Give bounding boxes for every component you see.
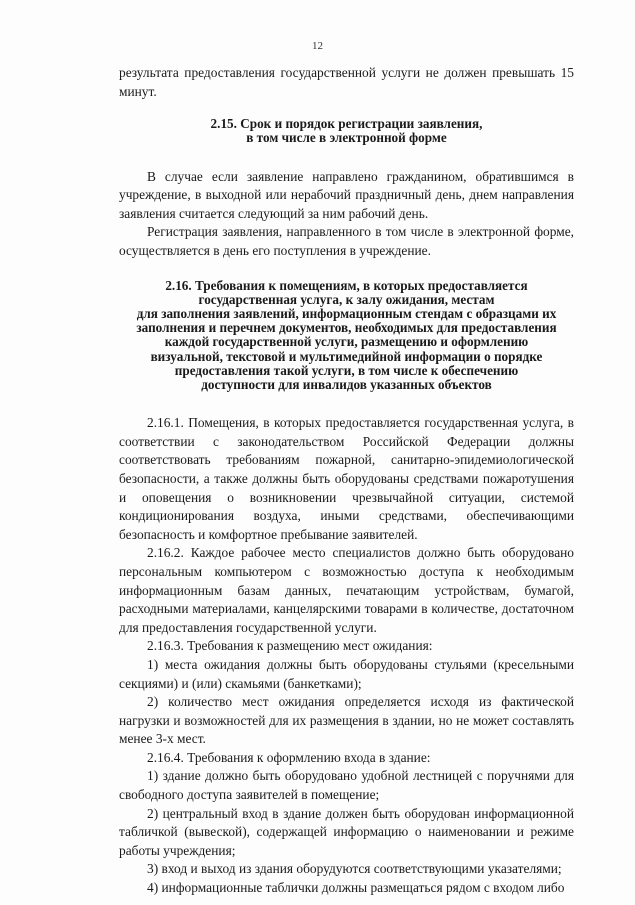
list-item: 1) здание должно быть оборудовано удобной лестницей с поручнями для свободного доступа заявителей в помещение; (119, 768, 574, 803)
section-2-16-heading (119, 279, 574, 393)
list-item: 1) места ожидания должны быть оборудованы стульями (кресельными секциями) и (или) скамьями (банкетками); (119, 656, 574, 691)
section-2-16-heading-line: заполнения и перечнем документов, необходимых для предоставления (136, 320, 557, 336)
section-2-16-heading-line: визуальной, текстовой и мультимедийной информации о порядке (150, 348, 543, 364)
section-2-15-heading-line: в том числе в электронной форме (246, 130, 447, 146)
page-number: 12 (312, 40, 323, 52)
section-2-16-heading-line: государственная услуга, к залу ожидания, местам (198, 291, 495, 307)
paragraph-2-16-3: 2.16.3. Требования к размещению мест ожидания: (147, 638, 433, 654)
section-2-15-paragraph-1: В случае если заявление направлено гражданином, обратившимся в учреждение, в выходной или нерабочий праздничный день, днем направления заявления считается следующий за ним рабочий день. (119, 168, 574, 221)
list-item: 2) количество мест ожидания определяется исходя из фактической нагрузки и возможностей для их размещения в здании, но не может составлять менее 3-х мест. (119, 694, 574, 747)
list-item: 3) вход и выход из здания оборудуются соответствующими указателями; (147, 861, 562, 877)
list-item: 4) информационные таблички должны размещаться рядом с входом либо (147, 880, 565, 896)
document-body (119, 64, 574, 898)
section-2-16-heading-line: для заполнения заявлений, информационным стендам с образцами их (136, 305, 557, 321)
section-2-16-heading-line: доступности для инвалидов указанных объектов (201, 376, 492, 392)
section-2-15-heading-line: 2.15. Срок и порядок регистрации заявления, (210, 116, 483, 132)
intro-paragraph: результата предоставления государственной услуги не должен превышать 15 минут. (119, 65, 574, 99)
list-item: 2) центральный вход в здание должен быть оборудован информационной табличкой (вывеской), содержащей информацию о наименовании и режиме работы учреждения; (119, 805, 574, 858)
section-2-15-paragraph-2: Регистрация заявления, направленного в том числе в электронной форме, осуществляется в день его поступления в учреждение. (119, 224, 574, 258)
paragraph-2-16-4: 2.16.4. Требования к оформлению входа в здание: (147, 749, 431, 765)
section-2-16-heading-line: предоставления такой услуги, в том числе к обеспечению (174, 362, 519, 378)
paragraph-2-16-2: 2.16.2. Каждое рабочее место специалистов должно быть оборудовано персональным компьютером с возможностью доступа к необходимым информационным базам данных, печатающим устройствам, бумагой, расходными материалами, канцелярскими товарами в количестве, достаточном для предоставления государственной услуги. (119, 545, 574, 635)
section-2-16-heading-line: 2.16. Требования к помещениям, в которых предоставляется (165, 277, 528, 293)
section-2-15-heading (119, 117, 574, 145)
section-2-16-heading-line: каждой государственной услуги, размещению и оформлению (164, 334, 529, 350)
paragraph-2-16-1: 2.16.1. Помещения, в которых предоставляется государственная услуга, в соответствии с законодательством Российской Федерации должны соответствовать требованиям пожарной, санитарно-эпидемиологической безопасности, а также должны быть оборудованы средствами пожаротушения и оповещения о возникновении чрезвычайной ситуации, системой кондиционирования воздуха, иными средствами, обеспечивающими безопасность и комфортное пребывание заявителей. (119, 415, 574, 542)
